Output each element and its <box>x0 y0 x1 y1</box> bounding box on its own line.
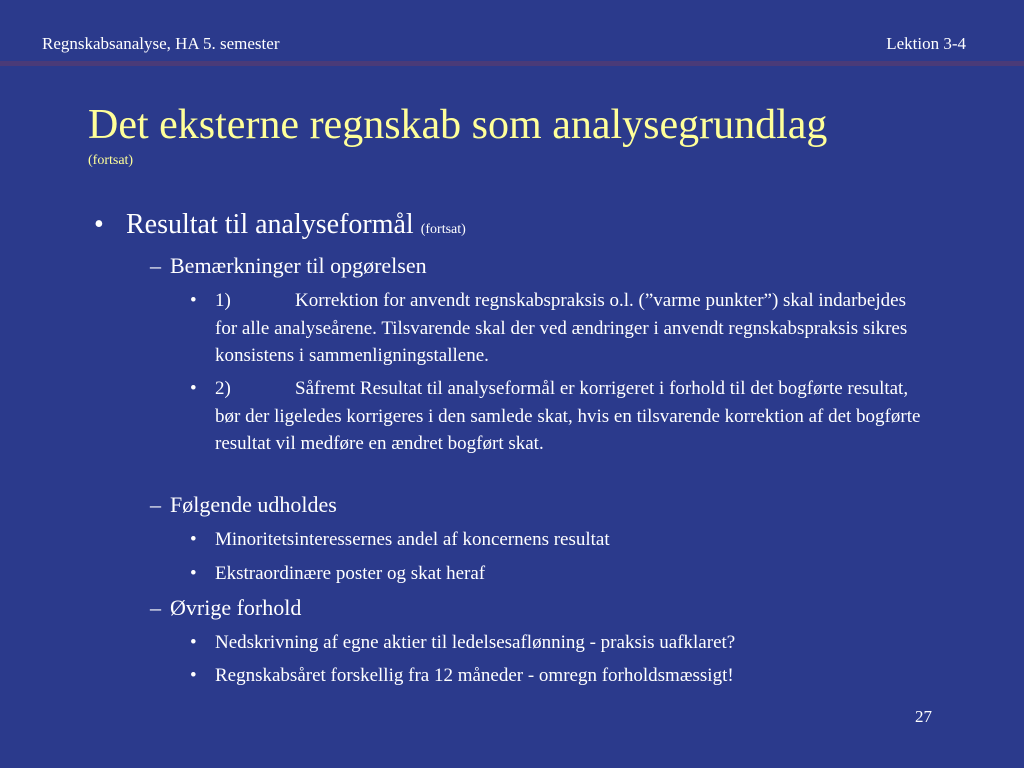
bullet-text: Resultat til analyseformål <box>126 209 414 240</box>
page-number: 27 <box>915 707 932 726</box>
slide-title: Det eksterne regnskab som analysegrundlag <box>88 102 828 148</box>
bullet-note: (fortsat) <box>420 222 466 237</box>
list-item: • 2) Såfremt Resultat til analyseformål er korrigeret i forhold til det bogførte resultat, bør der ligeledes korrigeres i den samlede skat, hvis en tilsvarende korrektion af det bogførte resultat vil medføre en ændret bogført skat. <box>190 378 921 454</box>
header-course: Regnskabsanalyse, HA 5. semester <box>42 34 280 53</box>
bullet-dot: • <box>94 209 104 240</box>
list-item: • 1) Korrektion for anvendt regnskabspraksis o.l. (”varme punkter”) skal indarbejdes for alle analyseårene. Tilsvarende skal der ved ændringer i anvendt regnskabspraksis sikres konsistens i sammenligningstallene. <box>190 290 908 366</box>
header-rule <box>0 61 1024 66</box>
header-lesson: Lektion 3-4 <box>886 34 966 53</box>
slide-subtitle: (fortsat) <box>88 153 134 168</box>
